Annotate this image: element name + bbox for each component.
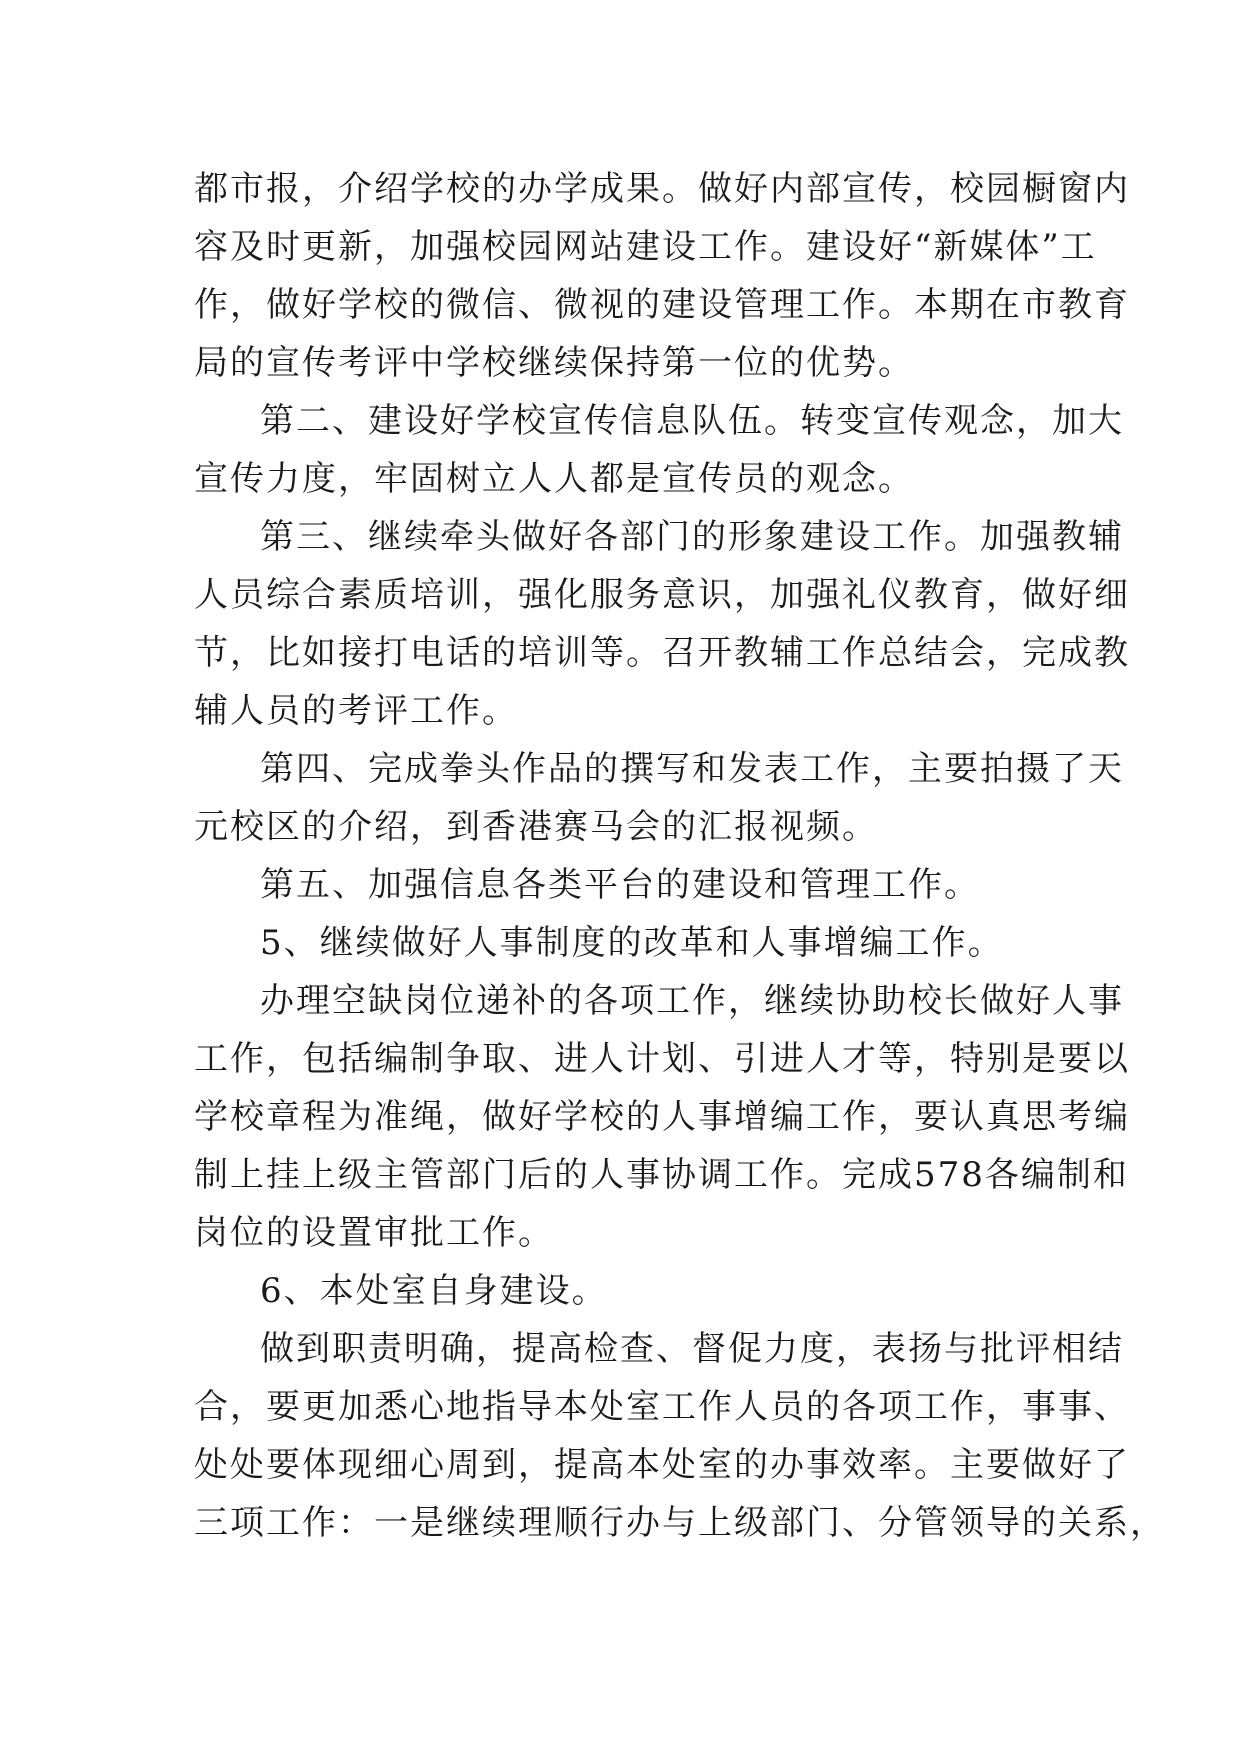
paragraph-publicity-results — [194, 160, 1130, 392]
document-page — [194, 160, 1166, 1552]
text-line: 制上挂上级主管部门后的人事协调工作。完成578各编制和 — [194, 1155, 1129, 1195]
text-line: 容及时更新，加强校园网站建设工作。建设好“新媒体”工 — [194, 227, 1097, 267]
text-line: 辅人员的考评工作。 — [194, 691, 518, 731]
text-line: 学校章程为准绳，做好学校的人事增编工作，要认真思考编 — [194, 1097, 1130, 1137]
text-line: 作，做好学校的微信、微视的建设管理工作。本期在市教育 — [194, 285, 1130, 325]
text-line: 节，比如接打电话的培训等。召开教辅工作总结会，完成教 — [194, 633, 1130, 673]
text-line: 第二、建设好学校宣传信息队伍。转变宣传观念，加大 — [260, 401, 1124, 441]
text-line: 都市报，介绍学校的办学成果。做好内部宣传，校园橱窗内 — [194, 169, 1130, 209]
text-line: 人员综合素质培训，强化服务意识，加强礼仪教育，做好细 — [194, 575, 1130, 615]
text-line: 工作，包括编制争取、进人计划、引进人才等，特别是要以 — [194, 1039, 1130, 1079]
text-line: 宣传力度，牢固树立人人都是宣传员的观念。 — [194, 459, 914, 499]
text-line: 第五、加强信息各类平台的建设和管理工作。 — [260, 865, 980, 905]
text-line: 三项工作：一是继续理顺行办与上级部门、分管领导的关系， — [194, 1503, 1166, 1543]
text-line: 6、本处室自身建设。 — [260, 1271, 608, 1311]
text-line: 5、继续做好人事制度的改革和人事增编工作。 — [260, 923, 1004, 963]
paragraph-self-building — [194, 1320, 1166, 1552]
section-heading-self-building — [194, 1262, 1062, 1320]
paragraph-fourth-works — [194, 740, 1124, 856]
text-line: 岗位的设置审批工作。 — [194, 1213, 554, 1253]
text-line: 元校区的介绍，到香港赛马会的汇报视频。 — [194, 807, 878, 847]
paragraph-second-publicity-team — [194, 392, 1124, 508]
text-line: 合，要更加悉心地指导本处室工作人员的各项工作，事事、 — [194, 1387, 1130, 1427]
text-line: 第三、继续牵头做好各部门的形象建设工作。加强教辅 — [260, 517, 1124, 557]
text-line: 第四、完成拳头作品的撰写和发表工作，主要拍摄了天 — [260, 749, 1124, 789]
text-line: 做到职责明确，提高检查、督促力度，表扬与批评相结 — [260, 1329, 1124, 1369]
paragraph-third-image-building — [194, 508, 1130, 740]
text-line: 处处要体现细心周到，提高本处室的办事效率。主要做好了 — [194, 1445, 1130, 1485]
section-heading-personnel — [194, 914, 1062, 972]
paragraph-personnel-work — [194, 972, 1130, 1262]
paragraph-fifth-platforms — [194, 856, 1062, 914]
text-line: 办理空缺岗位递补的各项工作，继续协助校长做好人事 — [260, 981, 1124, 1021]
text-line: 局的宣传考评中学校继续保持第一位的优势。 — [194, 343, 914, 383]
